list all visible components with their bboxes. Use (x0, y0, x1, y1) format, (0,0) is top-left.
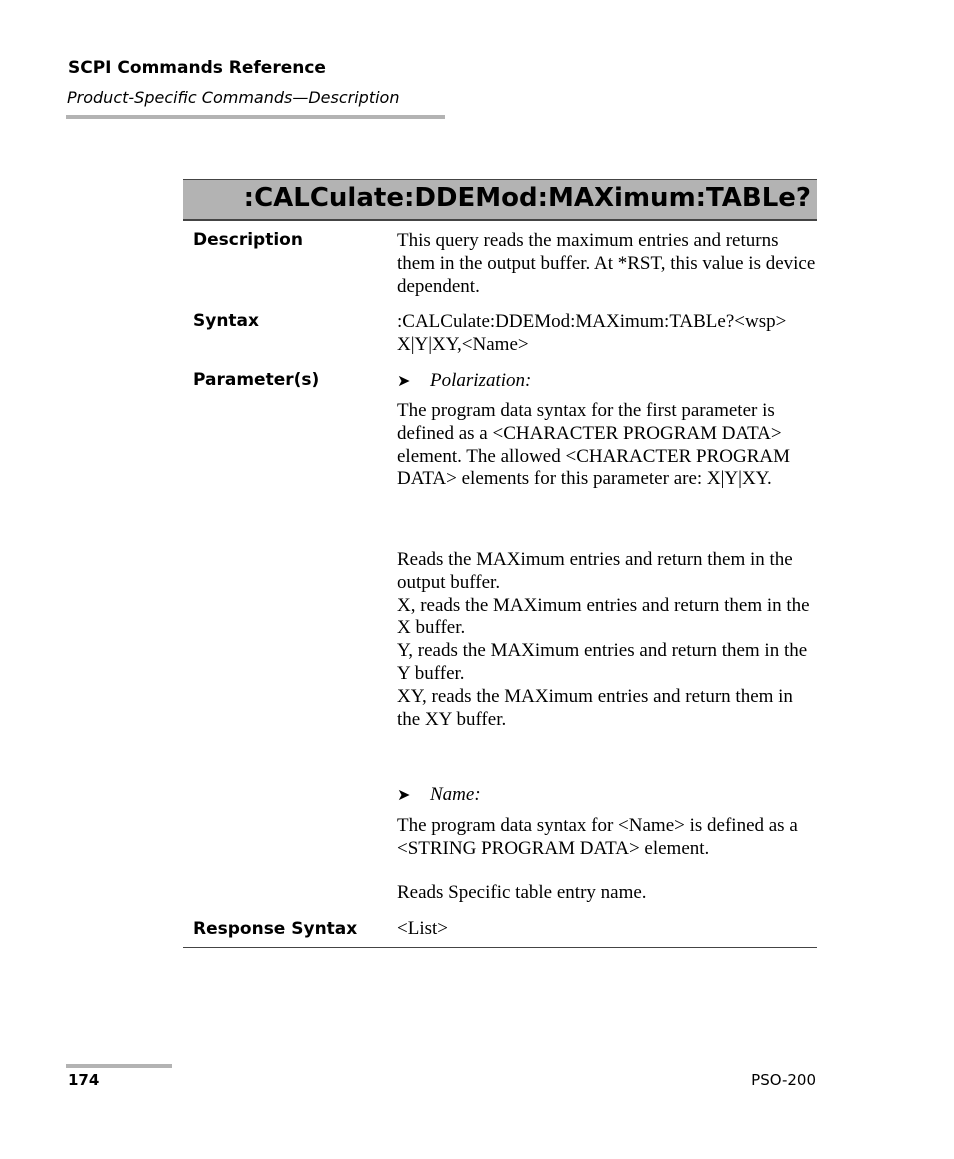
param-desc-line: Y, reads the MAXimum entries and return them in the Y buffer. (397, 640, 808, 684)
product-name: PSO-200 (751, 1071, 816, 1089)
syntax-line-2: X|Y|XY,<Name> (397, 333, 529, 355)
param-desc-line: XY, reads the MAXimum entries and return them in the XY buffer. (397, 685, 793, 730)
arrowhead-bullet-icon: ➤ (397, 371, 411, 390)
param-desc-line: Reads the MAXimum entries and return them in the output buffer. (397, 549, 793, 593)
parameters-label: Parameter(s) (193, 370, 320, 390)
param-name-desc: Reads Specific table entry name. (397, 882, 647, 903)
syntax-text (397, 311, 817, 357)
syntax-label: Syntax (193, 311, 259, 331)
section-title: SCPI Commands Reference (68, 58, 326, 78)
param-polarization-syntax: The program data syntax for the first parameter is defined as a <CHARACTER PROGRAM DATA> element. The allowed <CHARACTER PROGRAM DATA> elements for this parameter are: X|Y|XY. (397, 400, 790, 490)
page-number: 174 (68, 1071, 100, 1089)
param-polarization-name: Polarization: (430, 370, 532, 391)
description-label: Description (193, 230, 303, 250)
command-title-bar (183, 179, 817, 221)
syntax-line-1: :CALCulate:DDEMod:MAXimum:TABLe?<wsp> (397, 311, 787, 332)
param-name-syntax: The program data syntax for <Name> is defined as a <STRING PROGRAM DATA> element. (397, 815, 798, 859)
response-syntax-label: Response Syntax (193, 919, 358, 939)
param-name-name: Name: (430, 784, 481, 805)
param-polarization-desc (397, 549, 817, 731)
arrowhead-bullet-icon: ➤ (397, 785, 411, 804)
header-rule (66, 115, 445, 119)
section-subtitle: Product-Specific Commands—Description (67, 88, 400, 107)
table-bottom-rule (183, 947, 817, 948)
response-syntax-text: <List> (397, 918, 448, 939)
param-polarization (397, 370, 531, 392)
command-title: :CALCulate:DDEMod:MAXimum:TABLe? (243, 183, 811, 213)
footer-rule (66, 1064, 172, 1068)
param-desc-line: X, reads the MAXimum entries and return them in the X buffer. (397, 594, 810, 639)
description-text: This query reads the maximum entries and returns them in the output buffer. At *RST, this value is device dependent. (397, 230, 816, 297)
param-name (397, 784, 481, 806)
